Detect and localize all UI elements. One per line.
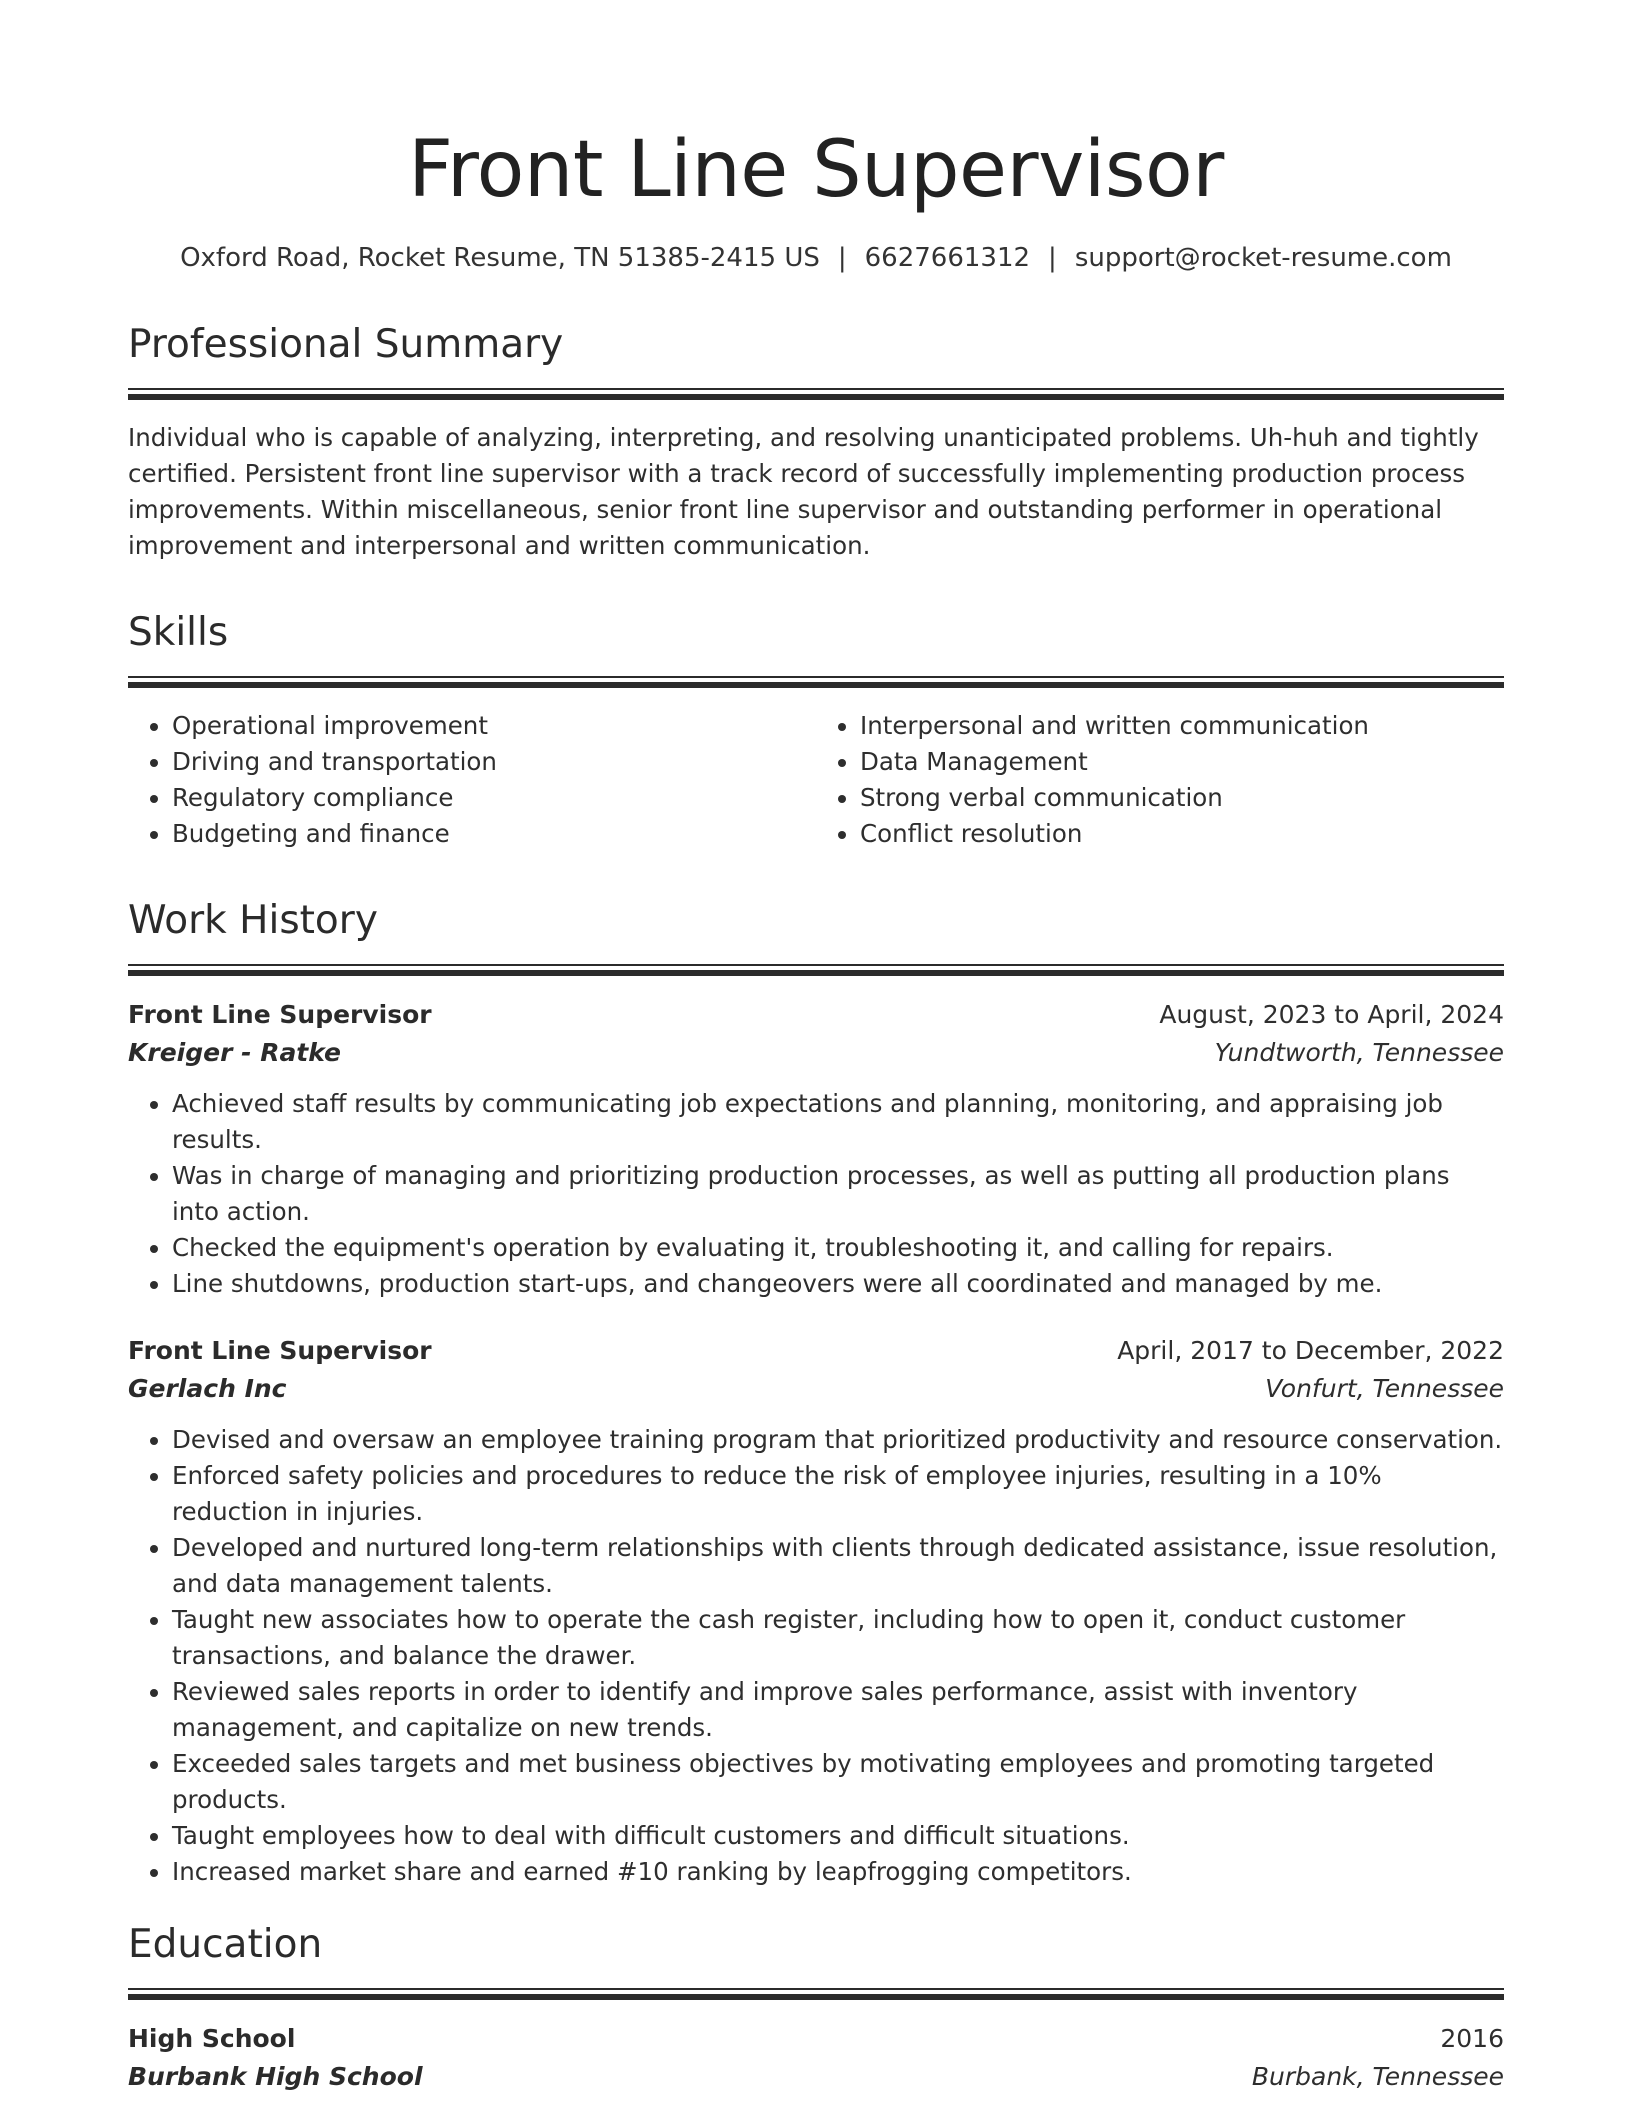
- contact-line: [128, 240, 1504, 276]
- section-divider: [128, 1988, 1504, 2000]
- section-divider: [128, 676, 1504, 688]
- job-bullet: • Achieved staff results by communicating job expectations and planning, monitoring, and appraising job results.: [172, 1086, 1504, 1158]
- job-title: Front Line Supervisor: [128, 1336, 432, 1365]
- skills-section: [128, 608, 1504, 852]
- section-divider: [128, 964, 1504, 976]
- job-bullets: [128, 1086, 1504, 1302]
- job-location: Vonfurt, Tennessee: [1265, 1374, 1504, 1403]
- skill-item: • Conflict resolution: [860, 816, 1504, 852]
- job-bullet: • Reviewed sales reports in order to identify and improve sales performance, assist with inventory management, and capitalize on new trends.: [172, 1674, 1504, 1746]
- education-header-row: [128, 2020, 1504, 2058]
- skill-item: • Regulatory compliance: [172, 780, 816, 816]
- skill-item: • Budgeting and finance: [172, 816, 816, 852]
- skill-item: • Operational improvement: [172, 708, 816, 744]
- job-bullet: • Increased market share and earned #10 ranking by leapfrogging competitors.: [172, 1854, 1504, 1890]
- job-location: Yundtworth, Tennessee: [1214, 1038, 1504, 1067]
- job-header-row: [128, 996, 1504, 1034]
- contact-separator: |: [837, 243, 847, 273]
- skill-item: • Driving and transportation: [172, 744, 816, 780]
- job-dates: August, 2023 to April, 2024: [1159, 1000, 1504, 1029]
- job-bullet: • Taught employees how to deal with difficult customers and difficult situations.: [172, 1818, 1504, 1854]
- job-title: Front Line Supervisor: [128, 1000, 432, 1029]
- job-bullet: • Enforced safety policies and procedures to reduce the risk of employee injuries, resulting in a 10% reduction in injuries.: [172, 1458, 1504, 1530]
- job-company: Kreiger - Ratke: [128, 1038, 341, 1067]
- skill-item: • Interpersonal and written communication: [860, 708, 1504, 744]
- education-location: Burbank, Tennessee: [1251, 2062, 1504, 2091]
- contact-separator: |: [1048, 243, 1057, 273]
- contact-email: support@rocket-resume.com: [1074, 243, 1452, 273]
- job-bullet: • Developed and nurtured long-term relationships with clients through dedicated assistance, issue resolution, and data management talents.: [172, 1530, 1504, 1602]
- job-entry: [128, 996, 1504, 1302]
- job-company: Gerlach Inc: [128, 1374, 287, 1403]
- job-bullet: • Was in charge of managing and prioritizing production processes, as well as putting all production plans into action.: [172, 1158, 1504, 1230]
- skills-list-left: [128, 708, 816, 852]
- job-company-row: [128, 1034, 1504, 1072]
- section-divider: [128, 388, 1504, 400]
- section-heading: Professional Summary: [128, 322, 564, 367]
- summary-text: Individual who is capable of analyzing, interpreting, and resolving unanticipated problems. Uh-huh and tightly certified. Persistent front line supervisor with a track record of successfully implementing production process improvements. Within miscellaneous, senior front line supervisor and outstanding performer in operational improvement and interpersonal and written communication.: [128, 423, 1479, 560]
- job-dates: April, 2017 to December, 2022: [1117, 1336, 1504, 1365]
- education-degree: High School: [128, 2024, 296, 2053]
- job-bullet: • Exceeded sales targets and met business objectives by motivating employees and promoting targeted products.: [172, 1746, 1504, 1818]
- section-heading: Education: [128, 1922, 323, 1967]
- job-bullet: • Taught new associates how to operate the cash register, including how to open it, conduct customer transactions, and balance the drawer.: [172, 1602, 1504, 1674]
- contact-address: Oxford Road, Rocket Resume, TN 51385-2415 US: [180, 243, 820, 273]
- skills-columns: [128, 708, 1504, 852]
- education-school: Burbank High School: [128, 2062, 423, 2091]
- job-company-row: [128, 1370, 1504, 1408]
- summary-section: [128, 320, 1504, 564]
- work-history-section: [128, 896, 1504, 1890]
- section-heading: Work History: [128, 898, 378, 943]
- skill-item: • Strong verbal communication: [860, 780, 1504, 816]
- job-header-row: [128, 1332, 1504, 1370]
- job-bullet: • Checked the equipment's operation by evaluating it, troubleshooting it, and calling for repairs.: [172, 1230, 1504, 1266]
- skills-list-right: [816, 708, 1504, 852]
- skill-item: • Data Management: [860, 744, 1504, 780]
- section-heading: Skills: [128, 610, 229, 655]
- job-bullet: • Line shutdowns, production start-ups, and changeovers were all coordinated and managed by me.: [172, 1266, 1504, 1302]
- contact-phone: 6627661312: [864, 243, 1031, 273]
- education-school-row: [128, 2058, 1504, 2096]
- resume-name: Front Line Supervisor: [408, 125, 1224, 215]
- job-bullets: [128, 1422, 1504, 1890]
- education-section: [128, 1920, 1504, 2096]
- job-bullet: • Devised and oversaw an employee training program that prioritized productivity and resource conservation.: [172, 1422, 1504, 1458]
- job-entry: [128, 1332, 1504, 1890]
- education-year: 2016: [1440, 2024, 1504, 2053]
